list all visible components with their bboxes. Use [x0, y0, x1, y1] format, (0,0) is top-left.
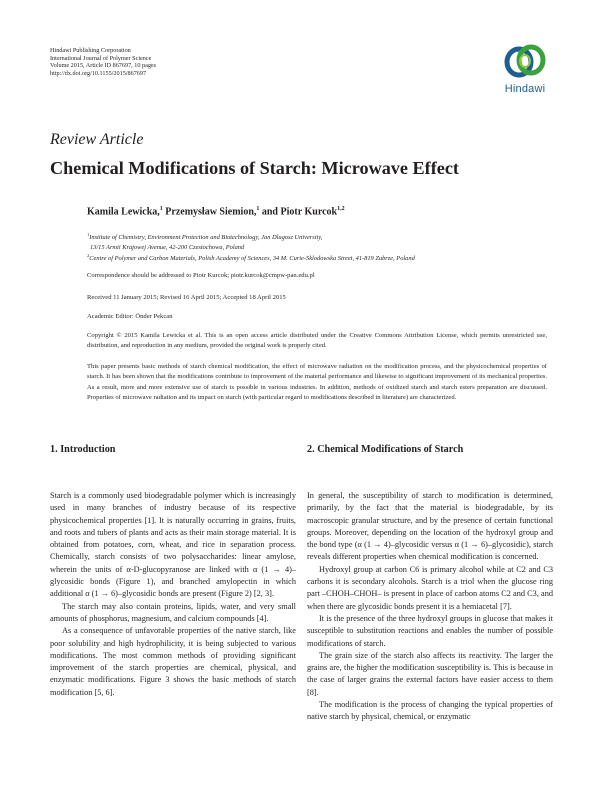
section-2-body: [307, 490, 553, 724]
affiliation-line: 13/15 Armii Krajowej Avenue, 42-200 Czestochowa, Poland: [90, 243, 245, 251]
paragraph: The starch may also contain proteins, lipids, water, and very small amounts of phosphorus, magnesium, and calcium compounds [4].: [50, 601, 296, 623]
journal-header: [50, 47, 156, 77]
section-2-heading: 2. Chemical Modifications of Starch: [307, 444, 464, 455]
paragraph: The grain size of the starch also affects its reactivity. The larger the grains are, the higher the modification susceptibility is. This is because in the case of larger grains the external factors have easier access to them [8].: [307, 650, 553, 697]
paragraph: In general, the susceptibility of starch to modification is determined, primarily, by the fact that the material is biodegradable, by its macroscopic granular structure, and by the presence of certain functional groups. Moreover, depending on the location of the hydroxyl group and the bond type (α (1 → 4)–glycosidic versus α (1 → 6)–glycosidic), starch reveals different properties when chemical modification is concerned.: [307, 491, 553, 562]
section-1-body: [50, 490, 296, 699]
academic-editor: Academic Editor: Önder Pekcan: [87, 313, 173, 320]
article-type: Review Article: [50, 131, 144, 148]
author-name: and Piotr Kurcok: [261, 206, 338, 218]
hindawi-wordmark: Hindawi: [504, 83, 546, 95]
received-dates: Received 11 January 2015; Revised 16 April 2015; Accepted 18 April 2015: [87, 294, 286, 301]
paragraph: As a consequence of unfavorable properties of the native starch, like poor solubility and high hydrophilicity, it is being subjected to various modifications. The most common methods of providing significant improvement of the starch properties are chemical, physical, and enzymatic modifications. Figure 3 shows the basic methods of starch modification [5, 6].: [50, 626, 296, 697]
copyright-notice: Copyright © 2015 Kamila Lewicka et al. This is an open access article distributed under the Creative Commons Attribution License, which permits unrestricted use, distribution, and reproduction in any medium, provided the original work is properly cited.: [87, 332, 547, 350]
paper-title: Chemical Modifications of Starch: Microwave Effect: [50, 158, 459, 178]
paragraph: It is the presence of the three hydroxyl groups in glucose that makes it susceptible to substitution reactions and enables the number of possible modifications of starch.: [307, 613, 553, 648]
author-name: Kamila Lewicka,: [87, 206, 160, 218]
volume-info: Volume 2015, Article ID 867697, 10 pages: [50, 62, 157, 70]
doi-link[interactable]: http://dx.doi.org/10.1155/2015/867697: [50, 69, 147, 77]
paragraph: The modification is the process of changing the typical properties of native starch by physical, chemical, or enzymatic: [307, 700, 553, 722]
affiliation-line: Centre of Polymer and Carbon Materials, Polish Academy of Sciences, 34 M. Curie-Sklodowska Street, 41-819 Zabrze, Poland: [89, 255, 415, 263]
author-name: Przemysław Siemion,: [165, 206, 257, 218]
correspondence: Correspondence should be addressed to Piotr Kurcok; piotr.kurcok@cmpw-pan.edu.pl: [87, 272, 315, 279]
abstract: This paper presents basic methods of starch chemical modification, the effect of microwave radiation on the modification process, and the physicochemical properties of starch. It has been shown that the modifications contribute to improvement of the material performance and likewise to significant improvement of its mechanical properties. As a result, more and more extensive use of starch is possible in various industries. In addition, methods of oxidized starch and starch esters preparation are discussed. Properties of microwave radiation and its impact on starch (with particular regard to modifications described in literature) are characterized.: [87, 363, 547, 402]
affiliation-1: [87, 230, 322, 252]
author-affiliation-mark: 1: [159, 206, 163, 212]
author-affiliation-mark: 1: [256, 206, 260, 212]
author-list: [87, 206, 345, 217]
author-affiliation-mark: 1,2: [337, 206, 345, 212]
paragraph: Starch is a commonly used biodegradable polymer which is increasingly used in many branches of industry because of its respective physicochemical properties [1]. It is naturally occurring in grains, fruits, and roots and tubers of plants and acts as their main storage material. It is obtained from potatoes, corn, wheat, and rice in separation process. Chemically, starch consists of two polysaccharides: linear amylose, wherein the units of α-D-glucopyranose are linked with α (1 → 4)–glycosidic bonds (Figure 1), and branched amylopectin in which additional α (1 → 6)–glycosidic bonds are present (Figure 2) [2, 3].: [50, 491, 296, 599]
hindawi-rings-icon: [502, 40, 548, 82]
publisher-name: Hindawi Publishing Corporation: [50, 47, 131, 54]
affiliation-2: [87, 251, 415, 264]
paragraph: Hydroxyl group at carbon C6 is primary alcohol while at C2 and C3 carbons it is secondary alcohols. Starch is a triol when the glucose ring part –CHOH–CHOH– is present in place of carbon atoms C2 and C3, and when there are glycosidic bonds present it is a hemiacetal [7].: [307, 564, 553, 611]
hindawi-logo: [493, 40, 557, 106]
affiliation-mark: 1: [87, 232, 90, 237]
affiliation-line: Institute of Chemistry, Environment Protection and Biotechnology, Jan Dlugosz University,: [89, 234, 323, 242]
affiliation-mark: 2: [87, 253, 90, 258]
journal-name: International Journal of Polymer Science: [50, 54, 152, 62]
section-1-heading: 1. Introduction: [50, 444, 116, 455]
